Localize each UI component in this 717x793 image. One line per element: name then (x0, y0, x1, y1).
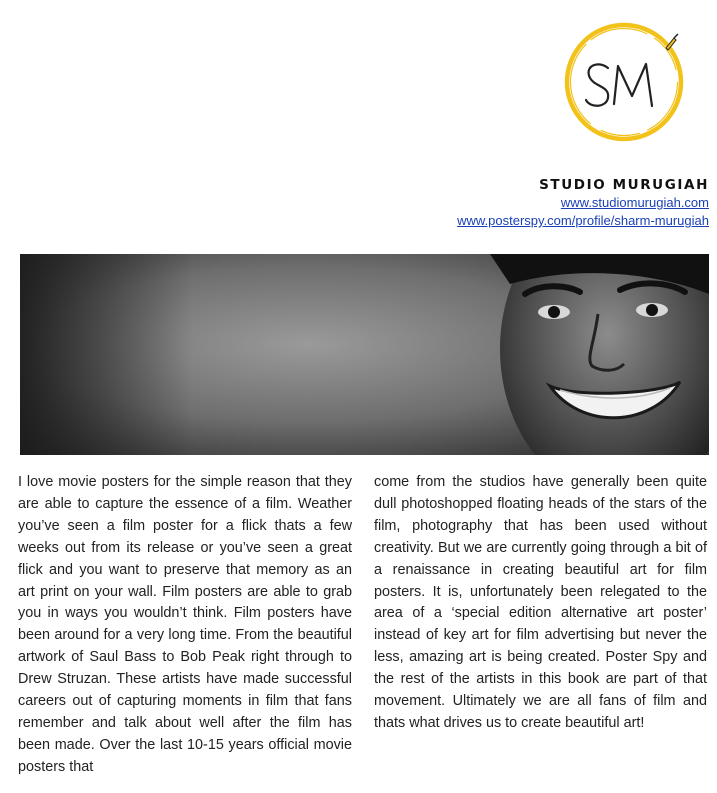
sm-monogram-icon (562, 20, 686, 144)
portrait-image (20, 254, 709, 455)
studio-logo (562, 20, 686, 144)
website-link[interactable]: www.studiomurugiah.com (560, 195, 709, 210)
posterspy-profile-link[interactable]: www.posterspy.com/profile/sharm-murugiah (457, 213, 709, 228)
article-column-left: I love movie posters for the simple reason that they are able to capture the essence of a film. Weather you’ve seen a film poster for a flick thats a few weeks out from its release or you’ve seen a great flick and you want to preserve that memory as an art print on your wall. Film posters are able to grab you in ways you wouldn’t think. Film posters have been around for a very long time. From the beautiful artwork of Saul Bass to Bob Peak right through to Drew Struzan. These artists have made successful careers out of capturing moments in film that fans remember and talk about well after the film has been made. Over the last 10-15 years official movie posters that (18, 474, 352, 775)
article-column-right: come from the studios have generally been quite dull photoshopped floating heads of the stars of the film, photography that has been used without creativity. But we are currently going through a bit of a renaissance in creating beautiful art for film posters. It is, unfortunately been relegated to the area of a ‘special edition alternative art poster’ instead of key art for film advertising but never the less, amazing art is being created. Poster Spy and the rest of the artists in this book are part of that movement. Ultimately we are all fans of film and thats what drives us to create beautiful art! (374, 474, 707, 731)
studio-name: STUDIO MURUGIAH (539, 177, 709, 193)
studio-header (457, 176, 709, 230)
portrait-photo (20, 254, 709, 455)
